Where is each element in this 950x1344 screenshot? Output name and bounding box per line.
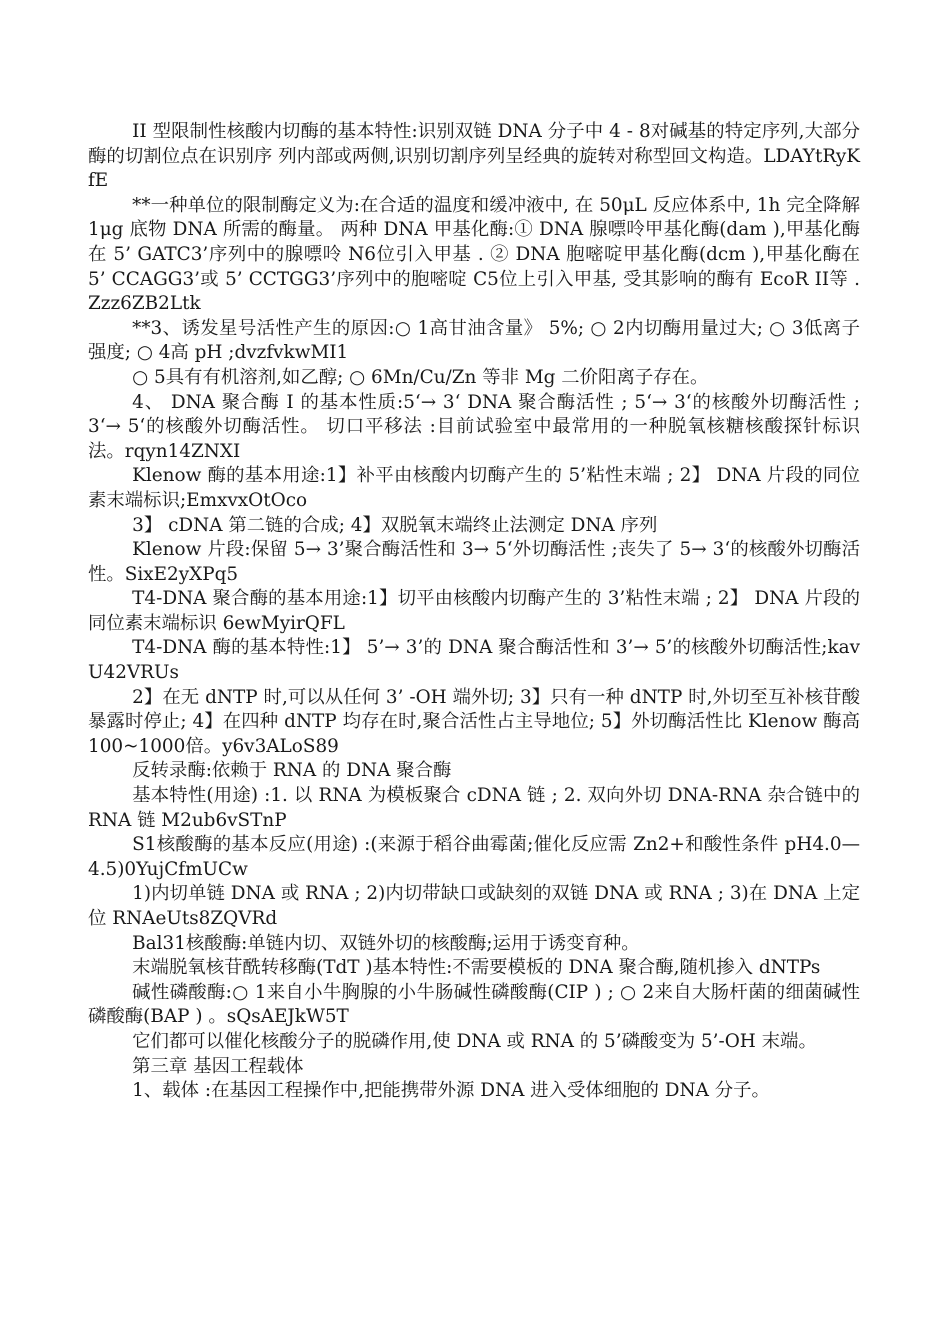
paragraph: II 型限制性核酸内切酶的基本特性:识别双链 DNA 分子中 4 - 8对碱基的特定序列,大部分酶的切割位点在识别序 列内部或两侧,识别切割序列呈经典的旋转对称型回文构造。LDAYtRyKfE	[88, 121, 860, 192]
paragraph: 3】 cDNA 第二链的合成; 4】双脱氧末端终止法测定 DNA 序列	[132, 514, 658, 536]
paragraph: **一种单位的限制酶定义为:在合适的温度和缓冲液中, 在 50μL 反应体系中, 1h 完全降解 1μg 底物 DNA 所需的酶量。 两种 DNA 甲基化酶:① DNA 腺嘌呤甲基化酶(dam ),甲基化酶在 5’ GATC3’序列中的腺嘌呤 N6位引入甲基 . ② DNA 胞嘧啶甲基化酶(dcm ),甲基化酶在 5’ CCAGG3’或 5’ CCTGG3’序列中的胞嘧啶 C5位上引入甲基, 受其影响的酶有 EcoR II等 . Zzz6ZB2Ltk	[88, 194, 860, 315]
paragraph: 1)内切单链 DNA 或 RNA ; 2)内切带缺口或缺刻的双链 DNA 或 RNA ; 3)在 DNA 上定位 RNAeUts8ZQVRd	[88, 883, 860, 929]
paragraph: Klenow 酶的基本用途:1】补平由核酸内切酶产生的 5’粘性末端 ; 2】 DNA 片段的同位素末端标识;EmxvxOtOco	[88, 465, 860, 511]
paragraph: 末端脱氧核苷酰转移酶(TdT )基本特性:不需要模板的 DNA 聚合酶,随机掺入 dNTPs	[132, 957, 821, 979]
paragraph: 2】在无 dNTP 时,可以从任何 3’ -OH 端外切; 3】只有一种 dNTP 时,外切至互补核苷酸暴露时停止; 4】在四种 dNTP 均存在时,聚合活性占主导地位; 5】外切酶活性比 Klenow 酶高 100~1000倍。y6v3ALoS89	[88, 686, 860, 757]
paragraph: **3、诱发星号活性产生的原因:○ 1高甘油含量》 5%; ○ 2内切酶用量过大; ○ 3低离子强度; ○ 4高 pH ;dvzfvkwMI1	[88, 317, 860, 364]
paragraph: Klenow 片段:保留 5→ 3’聚合酶活性和 3→ 5‘外切酶活性 ;丧失了 5→ 3‘的核酸外切酶活性。SixE2yXPq5	[88, 539, 860, 585]
paragraph: 碱性磷酸酶:○ 1来自小牛胸腺的小牛肠碱性磷酸酶(CIP ) ; ○ 2来自大肠杆菌的细菌碱性磷酸酶(BAP ) 。sQsAEJkW5T	[88, 981, 860, 1028]
paragraph: T4-DNA 酶的基本特性:1】 5’→ 3’的 DNA 聚合酶活性和 3’→ 5’的核酸外切酶活性;kavU42VRUs	[88, 637, 860, 684]
paragraph: 1、载体 :在基因工程操作中,把能携带外源 DNA 进入受体细胞的 DNA 分子。	[132, 1080, 770, 1102]
paragraph: 它们都可以催化核酸分子的脱磷作用,使 DNA 或 RNA 的 5’磷酸变为 5’-OH 末端。	[132, 1030, 817, 1052]
paragraph: T4-DNA 聚合酶的基本用途:1】切平由核酸内切酶产生的 3’粘性末端 ; 2】 DNA 片段的同位素末端标识 6ewMyirQFL	[88, 588, 860, 634]
document-body	[88, 120, 860, 1104]
paragraph: S1核酸酶的基本反应(用途) :(来源于稻谷曲霉菌;催化反应需 Zn2+和酸性条件 pH4.0— 4.5)0YujCfmUCw	[88, 834, 860, 880]
paragraph: 反转录酶:依赖于 RNA 的 DNA 聚合酶	[132, 760, 452, 782]
paragraph: 4、 DNA 聚合酶 I 的基本性质:5‘→ 3‘ DNA 聚合酶活性 ; 5‘→ 3‘的核酸外切酶活性 ; 3‘→ 5‘的核酸外切酶活性。 切口平移法 :目前试验室中最常用的一种脱氧核糖核酸探针标识法。rqyn14ZNXI	[88, 391, 860, 462]
paragraph: Bal31核酸酶:单链内切、双链外切的核酸酶;运用于诱变育种。	[132, 932, 640, 954]
paragraph: ○ 5具有有机溶剂,如乙醇; ○ 6Mn/Cu/Zn 等非 Mg 二价阳离子存在。	[132, 366, 709, 388]
paragraph: 基本特性(用途) :1. 以 RNA 为模板聚合 cDNA 链 ; 2. 双向外切 DNA-RNA 杂合链中的 RNA 链 M2ub6vSTnP	[88, 785, 860, 831]
chapter-heading: 第三章 基因工程载体	[132, 1055, 304, 1077]
